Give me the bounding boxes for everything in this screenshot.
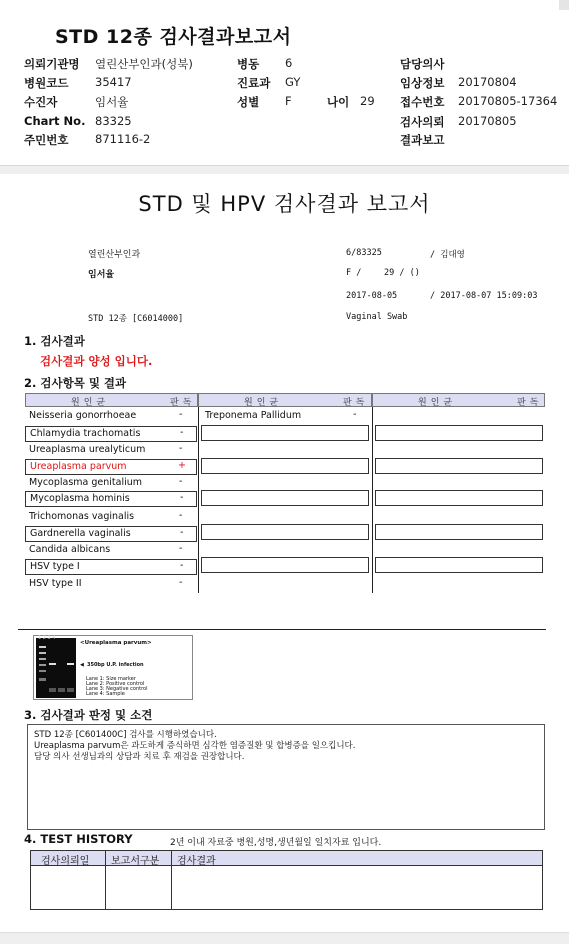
pathogen-name: Treponema Pallidum — [205, 410, 302, 421]
value-department: GY — [285, 75, 301, 89]
pathogen-result: - — [180, 492, 184, 503]
header-pathogen: 원인균 — [418, 398, 457, 408]
section-2-heading: 2. 검사항목 및 결과 — [24, 376, 127, 390]
header-row — [0, 114, 569, 132]
empty-result-cell — [375, 425, 543, 441]
history-table-header — [31, 851, 542, 866]
gel-band-label: 350bp U.P. infection — [87, 662, 144, 668]
result-row — [25, 559, 197, 575]
empty-result-cell — [201, 557, 369, 573]
result-row — [25, 426, 197, 442]
table-header-col2 — [198, 393, 372, 407]
report-header — [0, 0, 569, 166]
pathogen-name: Mycoplasma genitalium — [29, 477, 143, 488]
label-test-request: 검사의뢰 — [400, 115, 445, 129]
pathogen-result: - — [179, 443, 183, 454]
pathogen-result: - — [179, 476, 183, 487]
value-patient: 임서율 — [95, 95, 129, 109]
table-header-col1 — [25, 393, 198, 407]
table-divider — [198, 407, 199, 593]
label-sex: 성별 — [237, 95, 260, 109]
history-table — [30, 850, 543, 910]
report-title: STD 및 HPV 검사결과 보고서 — [138, 192, 431, 216]
gel-image — [36, 638, 76, 698]
empty-result-cell — [375, 557, 543, 573]
label-accession-number: 접수번호 — [400, 95, 445, 109]
result-row — [201, 409, 369, 424]
value-clinical-info: 20170804 — [458, 75, 517, 89]
scrollbar-corner — [559, 0, 569, 10]
value-chart-no: 83325 — [95, 114, 132, 128]
label-hospital-code: 병원코드 — [24, 76, 69, 90]
history-col-result: 검사결과 — [177, 856, 216, 867]
header-row — [0, 94, 569, 112]
empty-result-cell — [375, 458, 543, 474]
label-clinical-info: 임상정보 — [400, 76, 445, 90]
gel-legend-item: Lane 1: Size marker — [86, 676, 136, 682]
header-row — [0, 75, 569, 93]
gel-lane-numbers: 1 2 3 4 — [38, 635, 56, 641]
pathogen-name: HSV type I — [30, 561, 80, 572]
value-ward: 6 — [285, 56, 293, 70]
page-separator — [0, 166, 569, 174]
gel-bands-graphic — [36, 638, 76, 698]
value-age: 29 — [360, 94, 375, 108]
value-accession-number: 20170805-17364 — [458, 94, 558, 108]
result-row — [25, 577, 195, 592]
opinion-line: STD 12종 [C601400C] 검사를 시행하였습니다. — [34, 730, 217, 740]
header-title: STD 12종 검사결과보고서 — [55, 26, 292, 48]
header-judgment: 판독 — [517, 398, 543, 408]
header-pathogen: 원인균 — [244, 398, 283, 408]
label-age: 나이 — [327, 95, 350, 109]
pathogen-name: Candida albicans — [29, 544, 111, 555]
label-attending-doctor: 담당의사 — [400, 57, 445, 71]
section-4-heading: 4. TEST HISTORY — [24, 832, 133, 846]
empty-result-cell — [201, 458, 369, 474]
divider-line — [18, 629, 546, 630]
pathogen-name: Chlamydia trachomatis — [30, 428, 141, 439]
value-sex: F — [285, 94, 292, 108]
label-department: 진료과 — [237, 76, 271, 90]
label-requesting-institution: 의뢰기관명 — [24, 57, 80, 71]
empty-result-cell — [201, 490, 369, 506]
result-row — [25, 443, 195, 458]
pathogen-result: - — [180, 427, 184, 438]
empty-result-cell — [201, 524, 369, 540]
section-1-heading: 1. 검사결과 — [24, 334, 85, 348]
gel-title: <Ureaplasma parvum> — [80, 640, 152, 646]
pathogen-name: Ureaplasma urealyticum — [29, 444, 146, 455]
value-resident-number: 871116-2 — [95, 132, 151, 146]
gel-legend-item: Lane 3: Negative control — [86, 686, 148, 692]
date-reported: / 2017-08-07 15:09:03 — [430, 291, 538, 301]
pathogen-name: Mycoplasma hominis — [30, 493, 130, 504]
label-patient: 수진자 — [24, 95, 58, 109]
gel-electrophoresis-image — [33, 635, 193, 700]
pathogen-result: - — [179, 543, 183, 554]
empty-result-cell — [201, 425, 369, 441]
pathogen-result: - — [180, 560, 184, 571]
pathogen-name: HSV type II — [29, 578, 82, 589]
history-col-request-date: 검사의뢰일 — [41, 856, 90, 867]
result-row — [25, 526, 197, 542]
pathogen-result: + — [178, 460, 186, 471]
positive-result-text: 검사결과 양성 입니다. — [40, 354, 153, 368]
header-row — [0, 132, 569, 150]
label-ward: 병동 — [237, 57, 260, 71]
clinic-name: 열린산부인과 — [88, 250, 141, 260]
table-divider — [372, 407, 373, 593]
header-judgment: 판독 — [170, 398, 196, 408]
chart-doctor: 6/83325 — [346, 248, 382, 258]
pathogen-result: - — [180, 527, 184, 538]
pathogen-result: - — [353, 409, 357, 420]
pathogen-name: Ureaplasma parvum — [30, 461, 127, 472]
section-3-heading: 3. 검사결과 판정 및 소견 — [24, 708, 153, 722]
value-hospital-code: 35417 — [95, 75, 132, 89]
specimen-type: Vaginal Swab — [346, 312, 408, 322]
result-row — [25, 491, 197, 507]
label-result-report: 결과보고 — [400, 133, 445, 147]
result-row — [25, 476, 195, 491]
history-note: 2년 이내 자료중 병원,성명,생년월일 일치자료 입니다. — [170, 838, 382, 848]
arrow-icon: ◀ — [80, 662, 84, 668]
opinion-line: Ureaplasma parvum은 과도하게 증식하면 심각한 염증질환 및 합병증을 일으킵니다. — [34, 741, 356, 751]
gel-legend-item: Lane 2: Positive control — [86, 681, 145, 687]
table-divider — [105, 851, 106, 909]
table-divider — [171, 851, 172, 909]
result-row-positive — [25, 459, 197, 475]
pathogen-result: - — [179, 409, 183, 420]
header-pathogen: 원인균 — [71, 398, 110, 408]
label-resident-number: 주민번호 — [24, 133, 69, 147]
result-row — [25, 409, 195, 424]
opinion-box — [27, 724, 545, 830]
sex-info: F / — [346, 268, 362, 278]
pathogen-name: Gardnerella vaginalis — [30, 528, 131, 539]
test-code: STD 12종 [C6014000] — [88, 314, 184, 324]
pathogen-result: - — [179, 510, 183, 521]
table-header-col3 — [372, 393, 545, 407]
empty-result-cell — [375, 524, 543, 540]
doctor-name: / 김대영 — [430, 250, 465, 260]
header-row — [0, 56, 569, 74]
pathogen-result: - — [179, 577, 183, 588]
date-received: 2017-08-05 — [346, 291, 398, 301]
opinion-line: 담당 의사 선생님과의 상담과 치료 후 재검을 권장합니다. — [34, 752, 245, 762]
empty-result-cell — [375, 490, 543, 506]
patient-name: 임서율 — [88, 270, 115, 280]
result-row — [25, 543, 195, 558]
history-col-report-type: 보고서구분 — [111, 856, 160, 867]
header-judgment: 판독 — [343, 398, 369, 408]
gel-legend-item: Lane 4: Sample — [86, 691, 125, 697]
label-chart-no: Chart No. — [24, 114, 86, 128]
pathogen-name: Neisseria gonorrhoeae — [29, 410, 137, 421]
pathogen-name: Trichomonas vaginalis — [29, 511, 135, 522]
value-test-request: 20170805 — [458, 114, 517, 128]
age-info: 29 / () — [384, 268, 420, 278]
page-footer-band — [0, 932, 569, 944]
result-row — [25, 510, 195, 525]
value-requesting-institution: 열린산부인과(성북) — [95, 57, 193, 71]
